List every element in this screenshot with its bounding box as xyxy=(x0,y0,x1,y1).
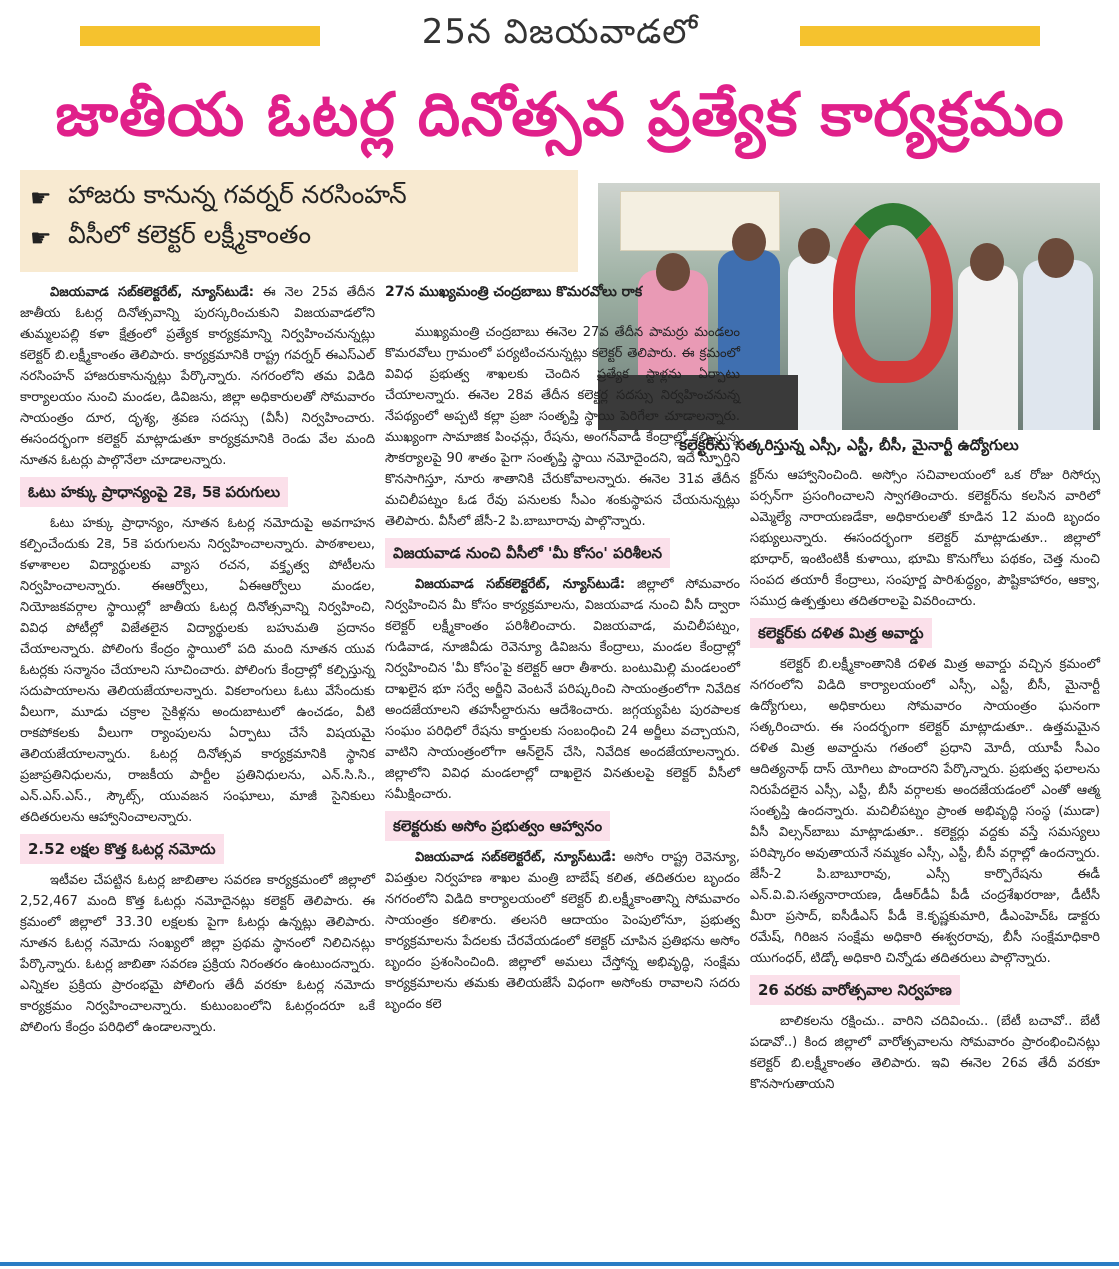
subhead-assam-invite: కలెక్టరుకు అసోం ప్రభుత్వం ఆహ్వానం xyxy=(385,811,610,841)
headline: జాతీయ ఓటర్ల దినోత్సవ ప్రత్యేక కార్యక్రమం xyxy=(55,80,1065,150)
subhead-2k-5k-runs: ఓటు హక్కు ప్రాధాన్యంపై 2కె, 5కె పరుగులు xyxy=(20,477,288,507)
highlight-item xyxy=(30,178,568,218)
highlight-text: వీసీలో కలెక్టర్ లక్ష్మీకాంతం xyxy=(68,220,312,249)
subhead-weeklong-events: 26 వరకు వారోత్సవాల నిర్వహణ xyxy=(750,975,960,1005)
subhead-mee-kosam: విజయవాడ నుంచి వీసీలో 'మీ కోసం' పరిశీలన xyxy=(385,538,670,568)
pointing-hand-icon: ☛ xyxy=(30,184,52,212)
paragraph-assam-continued: క్టర్‌ను ఆహ్వానించింది. అస్సోం సచివాలయంలో ఒక రోజు రిసోర్సు పర్సన్‌గా ప్రసంగించాలని స్వాగతించారు. కలెక్టర్‌ను కలసిన వారిలో ఎమ్మెల్యే నారాయణడేకా, అధికారులతో కూడిన 12 మంది బృందం సభ్యులున్నారు. ఈసందర్భంగా కలెక్టర్ మాట్లాడుతూ.. జిల్లాలో భూధార్, ఇంటింటికీ కుళాయి, భూమి కొనుగోలు పథకం, చెత్త నుంచి సంపద తయారీ కేంద్రాలు, సంపూర్ణ పారిశుద్ధ్యం, పౌష్టికాహారం, ఆక్వా, సముద్ర ఉత్పత్తులు తదితరాలపై వివరించారు. xyxy=(750,468,1100,609)
photo-garland xyxy=(833,203,953,383)
paragraph-assam-invite xyxy=(385,847,740,1015)
kicker-band xyxy=(0,12,1119,60)
photo-person-head xyxy=(970,243,1004,281)
subhead-block xyxy=(385,538,740,568)
photo-person-head xyxy=(798,228,830,264)
paragraph-mee-kosam xyxy=(385,574,740,805)
photo-caption: కలెక్టర్‌ను సత్కరిస్తున్న ఎస్సీ, ఎస్టీ, బీసీ, మైనార్టీ ఉద్యోగులు xyxy=(598,430,1100,460)
dateline: విజయవాడ సబ్‌కలెక్టరేట్, న్యూస్‌టుడే: xyxy=(415,577,626,592)
article-column-2 xyxy=(385,282,740,1015)
dateline: విజయవాడ సబ్‌కలెక్టరేట్, న్యూస్‌టుడే: xyxy=(415,850,617,865)
photo-person xyxy=(1023,260,1093,430)
mee-kosam-text: జిల్లాలో సోమవారం నిర్వహించిన మీ కోసం కార్యక్రమాలను, విజయవాడ నుంచి వీసీ ద్వారా కలెక్టర్ లక్ష్మీకాంతం పరిశీలించారు. విజయవాడ, మచిలీపట్నం, గుడివాడ, నూజివీడు రెవెన్యూ డివిజను కేంద్రాలు, మండల కేంద్రాల్లో నిర్వహించిన 'మీ కోసం'పై కలెక్టర్ ఆరా తీశారు. బంటుమిల్లి మండలంలో దాఖలైన భూ సర్వే అర్జీని వెంటనే పరిష్కరించి సాయంత్రంలోగా నివేదిక అందజేయాలని తహసీల్దారును ఆదేశించారు. జగ్గయ్యపేట పురపాలక సంఘం పరిధిలో రేషను కార్డులకు సంబంధించి 24 అర్జీలు వచ్చాయని, వాటిని సాయంత్రంలోగా ఆన్‌లైన్‌ చేసి, నివేదిక అందజేయాలన్నారు. జిల్లాలోని వివిధ మండలాల్లో దాఖలైన వినతులపై కలెక్టర్ వీసీలో సమీక్షించారు. xyxy=(385,577,740,802)
subhead-cm-visit: 27న ముఖ్యమంత్రి చంద్రబాబు కొమరవోలు రాక xyxy=(385,284,643,300)
highlight-text: హాజరు కానున్న గవర్నర్ నరసింహన్ xyxy=(68,180,407,209)
subhead-block xyxy=(750,618,1100,648)
subhead-block xyxy=(20,477,375,507)
photo-person xyxy=(958,265,1018,430)
assam-text: అసోం రాష్ట్ర రెవెన్యూ, విపత్తుల నిర్వహణ శాఖల మంత్రి బాబేష్ కలిత, తదితరుల బృందం నగరంలోని విడిది కార్యాలయంలో కలెక్టర్ బి.లక్ష్మీకాంతాన్ని సోమవారం సాయంత్రం కలిశారు. తలసరి ఆదాయం పెంపులోనూ, ప్రభుత్వ కార్యక్రమాలను పేదలకు చేరవేయడంలో కలెక్టర్ చూపిన ప్రతిభను అసోం బృందం ప్రశంసించింది. జిల్లాలో అమలు చేస్తోన్న అభివృద్ధి, సంక్షేమ కార్యక్రమాలను తమకు తెలియజేసే విధంగా అసోంకు రావాలని సదరు బృందం కలె xyxy=(385,850,740,1012)
subhead-block xyxy=(20,834,375,864)
paragraph-runs: ఓటు హక్కు ప్రాధాన్యం, నూతన ఓటర్ల నమోదుపై అవగాహన కల్పించేందుకు 2కె, 5కె పరుగులను నిర్వహించాలన్నారు. పాఠశాలలు, కళాశాలల విద్యార్థులకు వ్యాస రచన, వక్తృత్వ పోటీలను నిర్వహించాలన్నారు. ఈఆర్వోలు, ఏఈఆర్వోలు మండల, నియోజకవర్గాల స్థాయిల్లో జాతీయ ఓటర్ల దినోత్సవాన్ని నిర్వహించి, వివిధ పోటీల్లో విజేతలైన విద్యార్థులకు బహుమతి ప్రదానం చేయాలన్నారు. పోలింగు కేంద్రం స్థాయిలో పది మంది నూతన యువ ఓటర్లకు సన్మానం చేయాలని సూచించారు. పోలింగు కేంద్రాల్లో కల్పిస్తున్న సదుపాయాలను తెలియజేయాలన్నారు. వికలాంగులు ఓటు వేసేందుకు వీలుగా, మూడు చక్రాల సైకిళ్లను అందుబాటులో ఉంచడం, వీటి రాకపోకలకు వీలుగా ర్యాంపులను ఏర్పాటు చేసే విషయమై తెలియజేయాలన్నారు. ఓటర్ల దినోత్సవ కార్యక్రమానికి స్థానిక ప్రజాప్రతినిధులను, రాజకీయ పార్టీల ప్రతినిధులను, ఎన్.సి.సి., ఎన్.ఎస్.ఎస్., స్కౌట్స్, యువజన సంఘాలు, మాజీ సైనికులు తదితరులను ఆహ్వానించాలన్నారు. xyxy=(20,516,375,825)
kicker-bar-left xyxy=(80,26,320,46)
paragraph-dalita-mitra: కలెక్టర్ బి.లక్ష్మీకాంతానికి దళిత మిత్ర అవార్డు వచ్చిన క్రమంలో నగరంలోని విడిది కార్యాలయంలో ఎస్సీ, ఎస్టీ, బీసీ, మైనార్టీ ఉద్యోగులు, అధికారులు సోమవారం సాయంత్రం ఘనంగా సత్కరించారు. ఈ సందర్భంగా కలెక్టర్ మాట్లాడుతూ.. ఉత్తమమైన దళిత మిత్ర అవార్డును గతంలో ప్రధాని మోదీ, యూపీ సీఎం ఆదిత్యనాథ్ దాస్ యోగిలు పొందారని పేర్కొన్నారు. ప్రభుత్వ ఫలాలను నిరుపేదలైన ఎస్సీ, ఎస్టీ, బీసీ వర్గాలకు అందజేయడంలో ఎంతో ఆత్మ సంతృప్తి ఉందన్నారు. మచిలీపట్నం ప్రాంత అభివృద్ధి సంస్థ (ముడా) వీసీ విల్సన్‌బాబు మాట్లాడుతూ.. కలెక్టర్లు వద్దకు వస్తే సమస్యలు పరిష్కారం అవుతాయనే నమ్మకం ఎస్సీ, ఎస్టీ, బీసీ వర్గాల్లో ఉందన్నారు. జేసీ-2 పి.బాబూరావు, ఎస్సీ కార్పొరేషను ఈడీ ఎన్.వి.వి.సత్యనారాయణ, డీఆర్‌డీఏ పీడీ చంద్రశేఖరరాజు, డీటీసీ మీరా ప్రసాద్, ఐసీడీఎస్ పీడీ కె.కృష్ణకుమారి, డీఎంహెచ్‌ఓ డాక్టరు రమేష్, గిరిజన సంక్షేమ అధికారి ఈశ్వరరావు, బీసీ సంక్షేమాధికారి యుగంధర్, టిడ్కో అధికారి చిన్నోడు తదితరులు పాల్గొన్నారు. xyxy=(750,657,1100,966)
paragraph-weeklong-events: బాలికలను రక్షించు.. వారిని చదివించు.. (బేటీ బచావో.. బేటీ పడావో..) కింద జిల్లాలో వారోత్సవాలను సోమవారం ప్రారంభించినట్లు కలెక్టర్ బి.లక్ష్మీకాంతం తెలిపారు. ఇవి ఈనెల 26వ తేదీ వరకూ కొనసాగుతాయని xyxy=(750,1014,1100,1092)
footer-rule xyxy=(0,1262,1119,1266)
pointing-hand-icon: ☛ xyxy=(30,224,52,252)
article-column-1 xyxy=(20,282,375,1038)
article-column-3 xyxy=(750,465,1100,1095)
highlight-item xyxy=(30,218,568,258)
lead-text: ఈ నెల 25వ తేదీన జాతీయ ఓటర్ల దినోత్సవాన్ని పురస్కరించుకుని విజయవాడలోని తుమ్మలపల్లి కళా క్షేత్రంలో ప్రత్యేక కార్యక్రమాన్ని నిర్వహించనున్నట్లు కలెక్టర్ బి.లక్ష్మీకాంతం తెలిపారు. కార్యక్రమానికి రాష్ట్ర గవర్నర్ ఈఎస్ఎల్ నరసింహన్ హాజరుకానున్నట్లు పేర్కొన్నారు. నగరంలోని తమ విడిది కార్యాలయం నుంచి మండల, డివిజను, జిల్లా అధికారులతో సోమవారం సాయంత్రం దూర, దృశ్య, శ్రవణ సదస్సు (వీసీ) నిర్వహించారు. ఈసందర్భంగా కలెక్టర్ మాట్లాడుతూ కార్యక్రమానికి రెండు వేల మంది నూతన ఓటర్లు పాల్గొనేలా చూడాలన్నారు. xyxy=(20,285,375,468)
lead-paragraph xyxy=(20,282,375,471)
kicker: 25న విజయవాడలో xyxy=(421,12,699,52)
subhead-new-voters: 2.52 లక్షల కొత్త ఓటర్ల నమోదు xyxy=(20,834,224,864)
subhead-dalita-mitra: కలెక్టర్‌కు దళిత మిత్ర అవార్డు xyxy=(750,618,932,648)
paragraph-cm-visit: ముఖ్యమంత్రి చంద్రబాబు ఈనెల 27వ తేదీన పామర్రు మండలం కొమరవోలు గ్రామంలో పర్యటించనున్నట్లు కలెక్టర్ తెలిపారు. ఈ క్రమంలో వివిధ ప్రభుత్వ శాఖలకు చెందిన ప్రత్యేక స్టాళ్లను ఏర్పాటు చేయాలన్నారు. ఈనెల 28వ తేదీన కలెక్టర్ల సదస్సు నిర్వహించనున్న నేపథ్యంలో అప్పటి కల్లా ప్రజా సంతృప్తి స్థాయి పెరిగేలా చూడాలన్నారు. ముఖ్యంగా సామాజిక పింఛన్లు, రేషను, అంగన్‌వాడీ కేంద్రాల్లో కల్పిస్తున్న సౌకర్యాలపై 90 శాతం పైగా సంతృప్తి స్థాయి నమోదైందని, ఇదే స్ఫూర్తిని కొనసాగిస్తూ, నూరు శాతానికి చేరుకోవాలన్నారు. ఈనెల 31వ తేదీన మచిలీపట్నం ఓడ రేవు పనులకు సీఎం శంకుస్థాపన చేయనున్నట్లు తెలిపారు. వీసీలో జేసీ-2 పి.బాబూరావు పాల్గొన్నారు. xyxy=(385,325,740,529)
paragraph-new-voters: ఇటీవల చేపట్టిన ఓటర్ల జాబితాల సవరణ కార్యక్రమంలో జిల్లాలో 2,52,467 మంది కొత్త ఓటర్లు నమోదైనట్లు కలెక్టర్ తెలిపారు. ఈ క్రమంలో జిల్లాలో 33.30 లక్షలకు పైగా ఓటర్లు ఉన్నట్లు తెలిపారు. నూతన ఓటర్ల నమోదు సంఖ్యలో జిల్లా ప్రథమ స్థానంలో నిలిచినట్లు పేర్కొన్నారు. ఓటర్ల జాబితా సవరణ ప్రక్రియ నిరంతరం ఉంటుందన్నారు. ఎన్నికల ప్రక్రియ ప్రారంభమై పోలింగు తేదీ వరకూ ఓటర్ల నమోదు కార్యక్రమం నిర్వహించాలన్నారు. కుటుంబంలోని ఓటర్లందరూ ఒకే పోలింగు కేంద్రం పరిధిలో ఉండాలన్నారు. xyxy=(20,873,375,1035)
photo-person-head xyxy=(732,223,766,261)
subhead-block xyxy=(385,811,740,841)
photo-person-head xyxy=(1038,238,1074,278)
highlights-box xyxy=(20,170,578,272)
kicker-bar-right xyxy=(800,26,1040,46)
dateline: విజయవాడ సబ్‌కలెక్టరేట్, న్యూస్‌టుడే: xyxy=(50,285,254,300)
subhead-block xyxy=(750,975,1100,1005)
